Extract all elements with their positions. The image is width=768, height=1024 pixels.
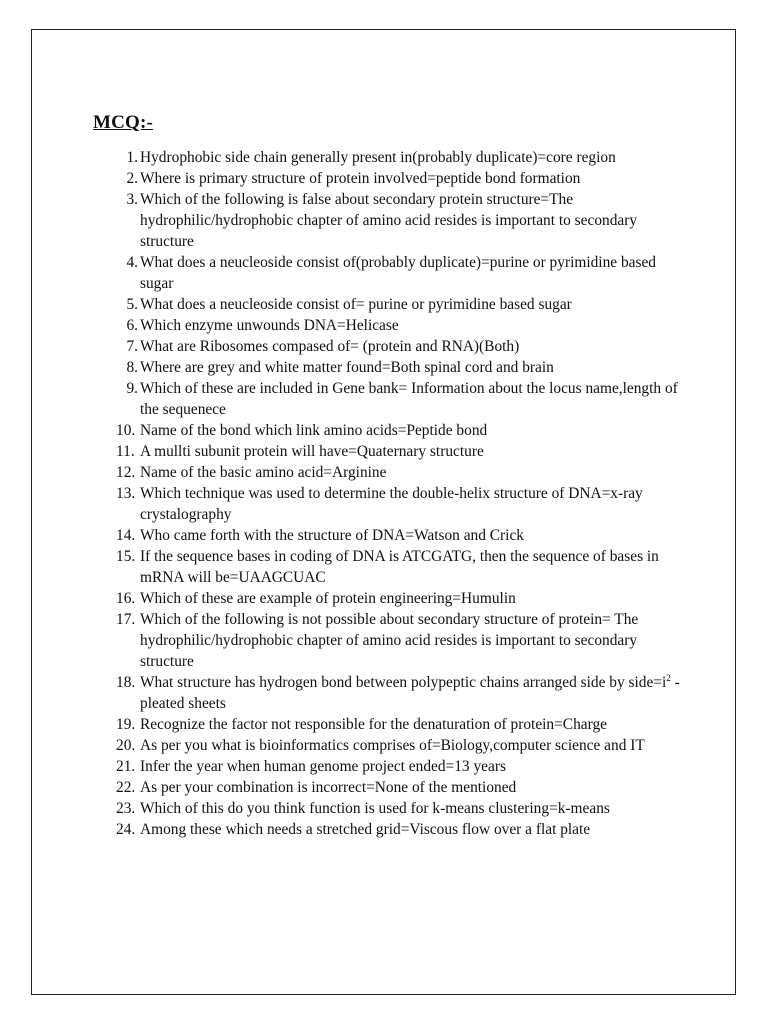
list-item <box>108 777 688 798</box>
list-item <box>108 672 688 714</box>
item-number: 20. <box>116 737 136 754</box>
item-number: 13. <box>116 485 136 502</box>
item-text: Which of this do you think function is used for k-means clustering=k-means <box>140 800 610 817</box>
list-item <box>108 189 688 252</box>
item-number: 9. <box>126 380 138 397</box>
list-item <box>108 294 688 315</box>
list-item <box>108 462 688 483</box>
question-list <box>108 147 688 840</box>
item-text: A mullti subunit protein will have=Quaternary structure <box>140 443 484 460</box>
list-item <box>108 483 688 525</box>
item-text: Which of the following is false about secondary protein structure=The hydrophilic/hydrophobic chapter of amino acid resides is important to secondary structure <box>140 191 638 250</box>
item-text: What are Ribosomes compased of= (protein and RNA)(Both) <box>140 338 520 355</box>
list-item <box>108 378 688 420</box>
item-text: Which enzyme unwounds DNA=Helicase <box>140 317 399 334</box>
item-number: 11. <box>116 443 135 460</box>
item-number: 19. <box>116 716 136 733</box>
list-item <box>108 609 688 672</box>
item-text: Recognize the factor not responsible for the denaturation of protein=Charge <box>140 716 607 733</box>
list-item <box>108 168 688 189</box>
list-item <box>108 798 688 819</box>
item-number: 21. <box>116 758 136 775</box>
item-text: Which of these are included in Gene bank= Information about the locus name,length of the sequenece <box>140 380 678 418</box>
item-text: Name of the basic amino acid=Arginine <box>140 464 387 481</box>
item-text: Hydrophobic side chain generally present in(probably duplicate)=core region <box>140 149 616 166</box>
superscript: 2 <box>666 673 671 683</box>
item-text: Which technique was used to determine the double-helix structure of DNA=x-ray crystalography <box>140 485 643 523</box>
list-item <box>108 315 688 336</box>
item-text: Among these which needs a stretched grid=Viscous flow over a flat plate <box>140 821 591 838</box>
item-number: 3. <box>126 191 138 208</box>
item-number: 6. <box>126 317 138 334</box>
item-text: What does a neucleoside consist of(probably duplicate)=purine or pyrimidine based sugar <box>140 254 656 292</box>
item-number: 16. <box>116 590 136 607</box>
item-number: 8. <box>126 359 138 376</box>
item-number: 18. <box>116 674 136 691</box>
item-number: 2. <box>126 170 138 187</box>
list-item <box>108 441 688 462</box>
list-item <box>108 336 688 357</box>
item-number: 23. <box>116 800 136 817</box>
item-text: If the sequence bases in coding of DNA is ATCGATG, then the sequence of bases in mRNA will be=UAAGCUAC <box>140 548 659 586</box>
item-text: Which of these are example of protein engineering=Humulin <box>140 590 516 607</box>
page-title: MCQ:- <box>93 112 154 133</box>
item-text: Name of the bond which link amino acids=Peptide bond <box>140 422 488 439</box>
list-item <box>108 525 688 546</box>
item-text: What does a neucleoside consist of= purine or pyrimidine based sugar <box>140 296 572 313</box>
item-text: Infer the year when human genome project ended=13 years <box>140 758 506 775</box>
item-number: 10. <box>116 422 136 439</box>
item-number: 17. <box>116 611 136 628</box>
item-number: 14. <box>116 527 136 544</box>
list-item <box>108 756 688 777</box>
item-text <box>140 674 680 712</box>
list-item <box>108 546 688 588</box>
item-number: 5. <box>126 296 138 313</box>
list-item <box>108 735 688 756</box>
item-number: 24. <box>116 821 136 838</box>
item-text: Who came forth with the structure of DNA=Watson and Crick <box>140 527 524 544</box>
item-text: Where are grey and white matter found=Both spinal cord and brain <box>140 359 554 376</box>
list-item <box>108 357 688 378</box>
item-text: As per your combination is incorrect=None of the mentioned <box>140 779 517 796</box>
list-item <box>108 714 688 735</box>
item-number: 15. <box>116 548 136 565</box>
item-text-main: What structure has hydrogen bond between polypeptic chains arranged side by side=i <box>140 674 667 691</box>
item-text: As per you what is bioinformatics comprises of=Biology,computer science and IT <box>140 737 645 754</box>
item-number: 22. <box>116 779 136 796</box>
item-number: 12. <box>116 464 136 481</box>
item-text: Where is primary structure of protein involved=peptide bond formation <box>140 170 581 187</box>
item-text: Which of the following is not possible about secondary structure of protein= The hydrophilic/hydrophobic chapter of amino acid resides is important to secondary structure <box>140 611 639 670</box>
list-item <box>108 819 688 840</box>
list-item <box>108 588 688 609</box>
item-number: 1. <box>126 149 138 166</box>
item-number: 4. <box>126 254 138 271</box>
list-item <box>108 147 688 168</box>
list-item <box>108 420 688 441</box>
item-number: 7. <box>126 338 138 355</box>
item-text-tail: -pleated sheets <box>140 674 680 712</box>
list-item <box>108 252 688 294</box>
